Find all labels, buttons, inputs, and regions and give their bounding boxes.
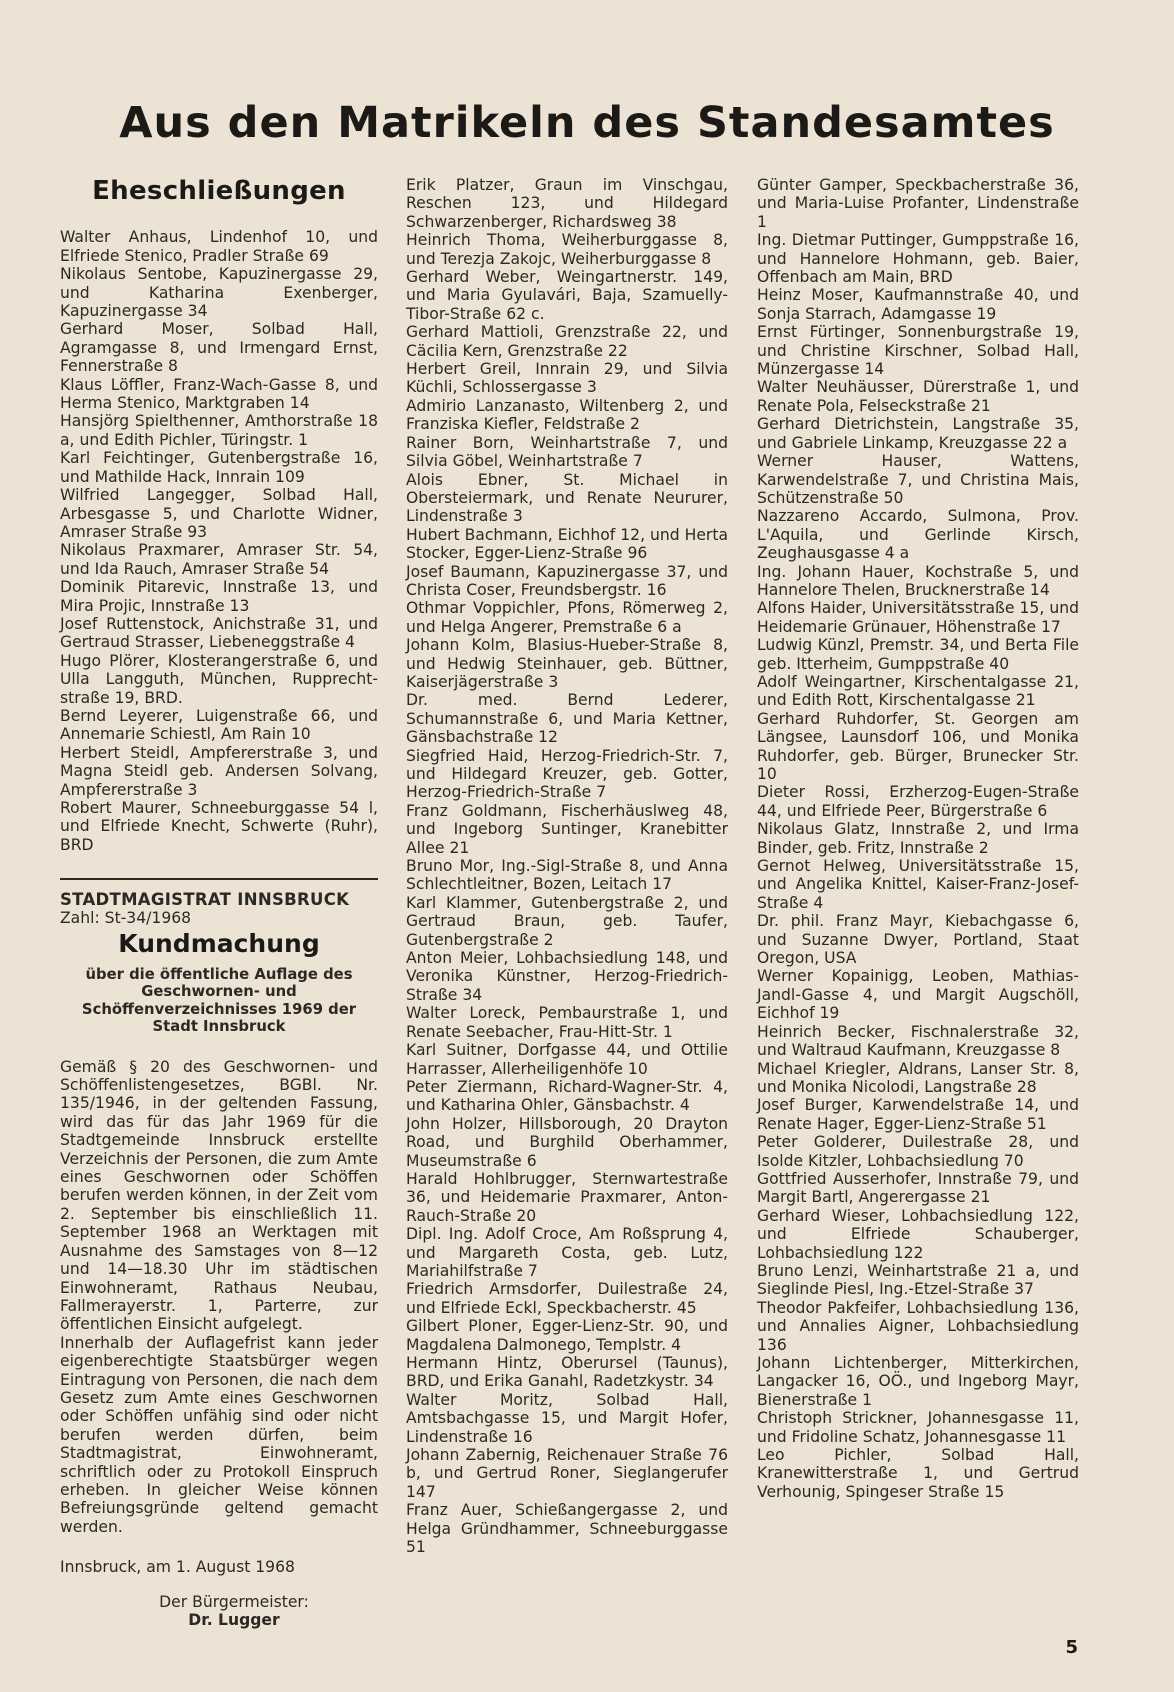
marriage-entry: Karl Feichtinger, Gutenbergstraße 16, und Mathilde Hack, Innrain 109 bbox=[60, 449, 378, 486]
marriage-entry: Herbert Greil, Innrain 29, und Silvia Küchli, Schlossergasse 3 bbox=[406, 360, 728, 397]
marriage-entry: Bruno Mor, Ing.-Sigl-Straße 8, und Anna Schlechtleitner, Bozen, Leitach 17 bbox=[406, 857, 728, 894]
marriage-entry: Siegfried Haid, Herzog-Friedrich-Str. 7, und Hildegard Kreuzer, geb. Gotter, Herzog-Friedrich-Straße 7 bbox=[406, 746, 728, 802]
marriage-entry: Gerhard Ruhdorfer, St. Georgen am Längsee, Launsdorf 106, und Monika Ruhdorfer, geb. Bürger, Brunecker Str. 10 bbox=[757, 709, 1079, 783]
marriage-entry: Gernot Helweg, Universitätsstraße 15, und Angelika Knittel, Kaiser-Franz-Josef-Straße 4 bbox=[757, 857, 1079, 912]
marriage-entry: Gerhard Wieser, Lohbachsiedlung 122, und Elfriede Schauberger, Lohbachsiedlung 122 bbox=[757, 1206, 1079, 1262]
marriage-entry: John Holzer, Hillsborough, 20 Drayton Road, und Burghild Oberhammer, Museumstraße 6 bbox=[406, 1114, 728, 1170]
marriage-entry: Walter Anhaus, Lindenhof 10, und Elfriede Stenico, Pradler Straße 69 bbox=[60, 228, 378, 265]
marriage-entry: Karl Suitner, Dorfgasse 44, und Ottilie Harrasser, Allerheiligenhöfe 10 bbox=[406, 1041, 728, 1078]
marriage-entry: Franz Goldmann, Fischerhäuslweg 48, und Ingeborg Suntinger, Kranebitter Allee 21 bbox=[406, 801, 728, 857]
marriage-entry: Gerhard Dietrichstein, Langstraße 35, und Gabriele Linkamp, Kreuzgasse 22 a bbox=[757, 415, 1079, 452]
marriage-list-3 bbox=[757, 176, 1079, 1501]
marriage-entry: Johann Zabernig, Reichenauer Straße 76 b, und Gertrud Roner, Sieglangerufer 147 bbox=[406, 1446, 728, 1501]
announcement-title: Kundmachung bbox=[118, 929, 320, 959]
marriage-entry: Ernst Fürtinger, Sonnenburgstraße 19, und Christine Kirschner, Solbad Hall, Münzergasse 14 bbox=[757, 323, 1079, 379]
marriage-entry: Heinrich Becker, Fischnalerstraße 32, und Waltraud Kaufmann, Kreuzgasse 8 bbox=[757, 1022, 1079, 1060]
marriage-entry: Gerhard Mattioli, Grenzstraße 22, und Cäcilia Kern, Grenzstraße 22 bbox=[406, 323, 728, 360]
magistrat-heading: STADTMAGISTRAT INNSBRUCK bbox=[60, 890, 350, 910]
marriages-heading: Eheschließungen bbox=[92, 176, 346, 206]
marriage-entry: Heinrich Thoma, Weiherburggasse 8, und Terezja Zakojc, Weiherburggasse 8 bbox=[406, 231, 728, 268]
marriage-entry: Dr. med. Bernd Lederer, Schumannstraße 6, und Maria Kettner, Gänsbachstraße 12 bbox=[406, 691, 728, 747]
signature-name: Dr. Lugger bbox=[188, 1611, 280, 1629]
reference-number: Zahl: St-34/1968 bbox=[60, 909, 192, 928]
page-number: 5 bbox=[1065, 1637, 1078, 1658]
marriage-entry: Ing. Johann Hauer, Kochstraße 5, und Hannelore Thelen, Brucknerstraße 14 bbox=[757, 562, 1079, 599]
marriage-entry: Hubert Bachmann, Eichhof 12, und Herta Stocker, Egger-Lienz-Straße 96 bbox=[406, 525, 729, 563]
section-divider bbox=[60, 878, 378, 880]
marriage-entry: Josef Ruttenstock, Anichstraße 31, und Gertraud Strasser, Liebeneggstraße 4 bbox=[60, 614, 378, 652]
marriage-entry: Hermann Hintz, Oberursel (Taunus), BRD, und Erika Ganahl, Radetzkystr. 34 bbox=[406, 1354, 728, 1391]
marriage-entry: Dipl. Ing. Adolf Croce, Am Roßsprung 4, und Margareth Costa, geb. Lutz, Mariahilfstraße 7 bbox=[406, 1225, 728, 1280]
announcement-date: Innsbruck, am 1. August 1968 bbox=[60, 1558, 295, 1577]
marriage-entry: Anton Meier, Lohbachsiedlung 148, und Veronika Künstner, Herzog-Friedrich-Straße 34 bbox=[406, 949, 728, 1004]
marriage-entry: Wilfried Langegger, Solbad Hall, Arbesgasse 5, und Charlotte Widner, Amraser Straße 93 bbox=[60, 486, 378, 541]
marriage-list-2 bbox=[406, 176, 728, 1556]
marriage-entry: Gerhard Moser, Solbad Hall, Agramgasse 8, und Irmengard Ernst, Fennerstraße 8 bbox=[60, 320, 378, 376]
marriage-entry: Christoph Strickner, Johannesgasse 11, und Fridoline Schatz, Johannesgasse 11 bbox=[757, 1409, 1079, 1446]
marriage-entry: Walter Neuhäusser, Dürerstraße 1, und Renate Pola, Felseckstraße 21 bbox=[757, 378, 1079, 415]
marriage-entry: Erik Platzer, Graun im Vinschgau, Reschen 123, und Hildegard Schwarzenberger, Richardsweg 38 bbox=[406, 176, 728, 231]
marriage-entry: Heinz Moser, Kaufmannstraße 40, und Sonja Starrach, Adamgasse 19 bbox=[757, 286, 1079, 323]
marriage-entry: Nazzareno Accardo, Sulmona, Prov. L'Aquila, und Gerlinde Kirsch, Zeughausgasse 4 a bbox=[757, 507, 1079, 563]
marriage-entry: Werner Kopainigg, Leoben, Mathias-Jandl-Gasse 4, und Margit Augschöll, Eichhof 19 bbox=[757, 967, 1079, 1023]
marriage-entry: Harald Hohlbrugger, Sternwartestraße 36, und Heidemarie Praxmarer, Anton-Rauch-Straße 20 bbox=[406, 1169, 728, 1225]
marriage-entry: Peter Ziermann, Richard-Wagner-Str. 4, und Katharina Ohler, Gänsbachstr. 4 bbox=[406, 1077, 728, 1115]
signature-role: Der Bürgermeister: bbox=[159, 1592, 309, 1611]
marriage-entry: Hansjörg Spielthenner, Amthorstraße 18 a, und Edith Pichler, Türingstr. 1 bbox=[60, 412, 378, 449]
marriage-entry: Werner Hauser, Wattens, Karwendelstraße 7, und Christina Mais, Schützenstraße 50 bbox=[757, 452, 1079, 507]
marriage-entry: Josef Baumann, Kapuzinergasse 37, und Christa Coser, Freundsbergstr. 16 bbox=[406, 562, 728, 599]
marriage-entry: Walter Loreck, Pembaurstraße 1, und Renate Seebacher, Frau-Hitt-Str. 1 bbox=[406, 1004, 728, 1041]
marriage-entry: Gerhard Weber, Weingartnerstr. 149, und Maria Gyulavári, Baja, Szamuelly-Tibor-Straße 62 c. bbox=[406, 268, 728, 323]
announcement-paragraph: Innerhalb der Auflagefrist kann jeder eigenberechtigte Staatsbürger wegen Eintragung von Personen, die nach dem Gesetz zum Amte eines Geschwornen oder Schöffen unfähig sind oder nicht berufen werden dürfen, beim Stadtmagistrat, Einwohneramt, schriftlich oder zu Protokoll Einspruch erheben. In gleicher Weise können Befreiungsgründe geltend gemacht werden. bbox=[60, 1333, 378, 1536]
announcement-body bbox=[60, 1058, 378, 1537]
marriage-entry: Robert Maurer, Schneeburggasse 54 l, und Elfriede Knecht, Schwerte (Ruhr), BRD bbox=[60, 799, 378, 854]
marriage-entry: Dieter Rossi, Erzherzog-Eugen-Straße 44, und Elfriede Peer, Bürgerstraße 6 bbox=[757, 783, 1079, 820]
marriage-entry: Theodor Pakfeifer, Lohbachsiedlung 136, und Annalies Aigner, Lohbachsiedlung 136 bbox=[757, 1298, 1079, 1354]
page-title: Aus den Matrikeln des Standesamtes bbox=[119, 98, 1055, 148]
marriage-entry: Johann Kolm, Blasius-Hueber-Straße 8, und Hedwig Steinhauer, geb. Büttner, Kaiserjägerstraße 3 bbox=[406, 636, 728, 691]
marriage-entry: Alfons Haider, Universitätsstraße 15, und Heidemarie Grünauer, Höhenstraße 17 bbox=[757, 599, 1079, 636]
marriage-entry: Adolf Weingartner, Kirschentalgasse 21, und Edith Rott, Kirschentalgasse 21 bbox=[757, 672, 1079, 710]
marriage-entry: Gilbert Ploner, Egger-Lienz-Str. 90, und Magdalena Dalmonego, Templstr. 4 bbox=[406, 1317, 728, 1354]
column-1 bbox=[60, 176, 378, 1629]
marriage-entry: Alois Ebner, St. Michael in Obersteiermark, und Renate Neururer, Lindenstraße 3 bbox=[406, 470, 728, 526]
marriage-entry: Bruno Lenzi, Weinhartstraße 21 a, und Sieglinde Piesl, Ing.-Etzel-Straße 37 bbox=[757, 1261, 1079, 1299]
marriage-entry: Bernd Leyerer, Luigenstraße 66, und Annemarie Schiestl, Am Rain 10 bbox=[60, 706, 378, 744]
marriage-entry: Klaus Löffler, Franz-Wach-Gasse 8, und Herma Stenico, Marktgraben 14 bbox=[60, 375, 378, 413]
marriage-entry: Leo Pichler, Solbad Hall, Kranewitterstraße 1, und Gertrud Verhounig, Spingeser Straße 15 bbox=[757, 1446, 1079, 1501]
marriage-entry: Admirio Lanzanasto, Wiltenberg 2, und Franziska Kiefler, Feldstraße 2 bbox=[406, 396, 728, 434]
marriage-entry: Josef Burger, Karwendelstraße 14, und Renate Hager, Egger-Lienz-Straße 51 bbox=[757, 1096, 1079, 1133]
marriage-entry: Dr. phil. Franz Mayr, Kiebachgasse 6, und Suzanne Dwyer, Portland, Staat Oregon, USA bbox=[757, 912, 1079, 968]
marriage-entry: Peter Golderer, Duilestraße 28, und Isolde Kitzler, Lohbachsiedlung 70 bbox=[757, 1133, 1079, 1170]
marriage-entry: Dominik Pitarevic, Innstraße 13, und Mira Projic, Innstraße 13 bbox=[60, 578, 378, 615]
marriage-entry: Walter Moritz, Solbad Hall, Amtsbachgasse 15, und Margit Hofer, Lindenstraße 16 bbox=[406, 1390, 728, 1446]
marriage-entry: Johann Lichtenberger, Mitterkirchen, Langacker 16, OÖ., und Ingeborg Mayr, Bienerstraße 1 bbox=[757, 1354, 1079, 1409]
marriage-entry: Nikolaus Praxmarer, Amraser Str. 54, und Ida Rauch, Amraser Straße 54 bbox=[60, 541, 378, 578]
marriage-entry: Günter Gamper, Speckbacherstraße 36, und Maria-Luise Profanter, Lindenstraße 1 bbox=[757, 176, 1079, 231]
marriage-entry: Gottfried Ausserhofer, Innstraße 79, und Margit Bartl, Angerergasse 21 bbox=[757, 1169, 1079, 1207]
marriage-entry: Karl Klammer, Gutenbergstraße 2, und Gertraud Braun, geb. Taufer, Gutenbergstraße 2 bbox=[406, 893, 728, 949]
marriage-entry: Herbert Steidl, Ampfererstraße 3, und Magna Steidl geb. Andersen Solvang, Ampfererstraße 3 bbox=[60, 743, 378, 799]
marriage-entry: Othmar Voppichler, Pfons, Römerweg 2, und Helga Angerer, Premstraße 6 a bbox=[406, 599, 728, 636]
marriage-entry: Rainer Born, Weinhartstraße 7, und Silvia Göbel, Weinhartstraße 7 bbox=[406, 433, 728, 471]
marriage-entry: Hugo Plörer, Klosterangerstraße 6, und Ulla Langguth, München, Rupprechtstraße 19, BRD. bbox=[60, 651, 378, 707]
marriage-list-1 bbox=[60, 228, 378, 854]
marriage-entry: Friedrich Armsdorfer, Duilestraße 24, und Elfriede Eckl, Speckbacherstr. 45 bbox=[406, 1280, 728, 1317]
announcement-paragraph: Gemäß § 20 des Geschwornen- und Schöffenlistengesetzes, BGBl. Nr. 135/1946, in der geltenden Fassung, wird das für das Jahr 1969 für die Stadtgemeinde Innsbruck erstellte Verzeichnis der Personen, die zum Amte eines Geschwornen oder Schöffen berufen werden können, in der Zeit vom 2. September bis einschließlich 11. September 1968 an Werktagen mit Ausnahme des Samstages von 8—12 und 14—18.30 Uhr im städtischen Einwohneramt, Rathaus Neubau, Fallmerayerstr. 1, Parterre, zur öffentlichen Einsicht aufgelegt. bbox=[60, 1057, 378, 1334]
announcement-subtitle: über die öffentliche Auflage des Geschwornen- und Schöffenverzeichnisses 1969 der Stadt Innsbruck bbox=[81, 965, 357, 1036]
marriage-entry: Nikolaus Glatz, Innstraße 2, und Irma Binder, geb. Fritz, Innstraße 2 bbox=[757, 820, 1079, 857]
marriage-entry: Michael Kriegler, Aldrans, Lanser Str. 8, und Monika Nicolodi, Langstraße 28 bbox=[757, 1059, 1079, 1096]
marriage-entry: Nikolaus Sentobe, Kapuzinergasse 29, und Katharina Exenberger, Kapuzinergasse 34 bbox=[60, 265, 378, 321]
marriage-entry: Ludwig Künzl, Premstr. 34, und Berta File geb. Itterheim, Gumppstraße 40 bbox=[757, 636, 1079, 673]
marriage-entry: Franz Auer, Schießangergasse 2, und Helga Gründhammer, Schneeburggasse 51 bbox=[406, 1501, 728, 1557]
marriage-entry: Ing. Dietmar Puttinger, Gumppstraße 16, und Hannelore Hohmann, geb. Baier, Offenbach am Main, BRD bbox=[757, 231, 1079, 287]
